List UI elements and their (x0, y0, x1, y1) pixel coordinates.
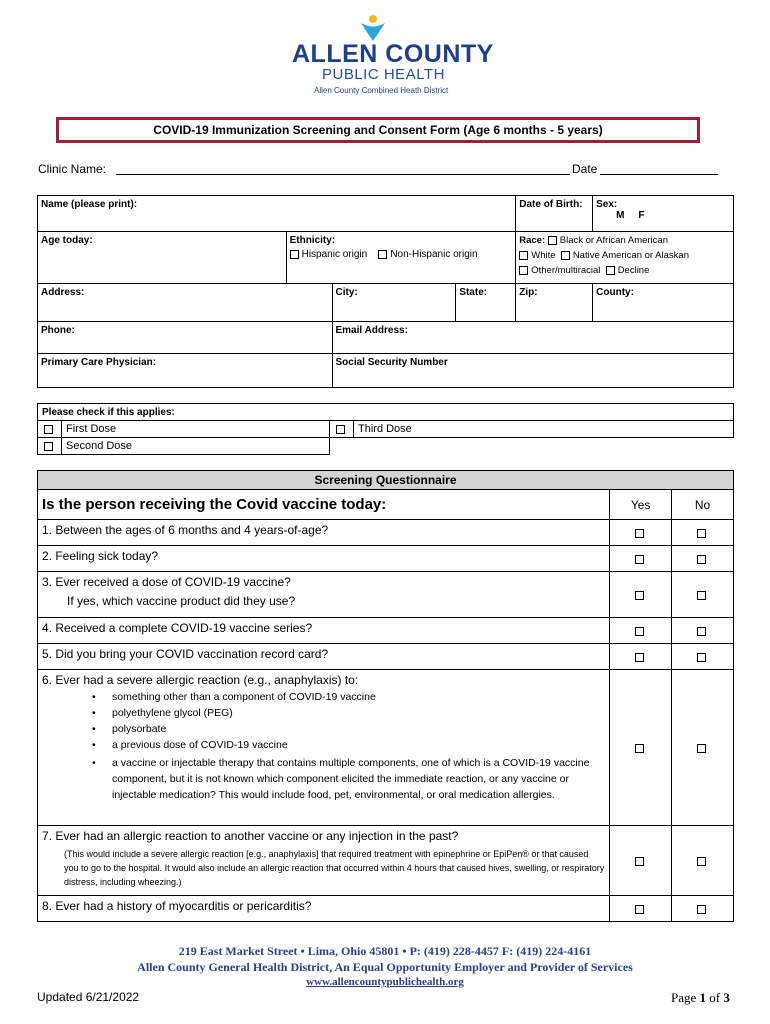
non-hispanic-checkbox[interactable] (378, 250, 387, 259)
q3-no-checkbox[interactable] (697, 591, 706, 600)
age-field[interactable]: Age today: (38, 232, 287, 284)
question-header: Is the person receiving the Covid vaccine today: (38, 490, 610, 520)
list-item: • something other than a component of COVID-19 vaccine (112, 689, 605, 705)
updated-date: Updated 6/21/2022 (37, 990, 140, 1004)
first-dose-label: First Dose (62, 421, 330, 438)
sex-f[interactable]: F (638, 210, 645, 221)
q7-no-checkbox[interactable] (697, 857, 706, 866)
clinic-name-field[interactable] (116, 174, 570, 175)
q1: 1. Between the ages of 6 months and 4 years-of-age? (38, 520, 610, 546)
date-field[interactable] (600, 174, 718, 175)
q2: 2. Feeling sick today? (38, 546, 610, 572)
q2-yes-checkbox[interactable] (635, 555, 644, 564)
race-white-checkbox[interactable] (519, 251, 528, 260)
list-item: • polysorbate (112, 721, 605, 737)
q6-no-checkbox[interactable] (697, 744, 706, 753)
q6-yes-checkbox[interactable] (635, 744, 644, 753)
q3: 3. Ever received a dose of COVID-19 vaccine? If yes, which vaccine product did they use? (38, 572, 610, 618)
no-header: No (672, 490, 734, 520)
q5: 5. Did you bring your COVID vaccination record card? (38, 644, 610, 670)
q6-list (112, 689, 605, 803)
race-black-checkbox[interactable] (548, 236, 557, 245)
zip-field[interactable]: Zip: (516, 284, 593, 322)
q7: 7. Ever had an allergic reaction to another vaccine or any injection in the past? (This would include a severe allergic reaction [e.g., anaphylaxis] that required treatment with epinephrine or EpiPen® or that caused you to go to the hospital. It would also include an allergic reaction that occurred within 4 hours that caused hives, swelling, or respiratory distress, including wheezing.) (38, 826, 610, 896)
third-dose-checkbox[interactable] (336, 425, 345, 434)
screening-table (37, 470, 734, 922)
q4-yes-checkbox[interactable] (635, 627, 644, 636)
footer-address: 219 East Market Street • Lima, Ohio 45801 • P: (419) 228-4457 F: (419) 224-4161 (178, 944, 592, 958)
sex-field[interactable]: Sex: M F (593, 196, 734, 232)
third-dose-label: Third Dose (354, 421, 734, 438)
email-field[interactable]: Email Address: (332, 322, 734, 354)
sex-m[interactable]: M (616, 210, 625, 221)
date-label: Date (572, 162, 598, 176)
second-dose-checkbox[interactable] (44, 442, 53, 451)
q8: 8. Ever had a history of myocarditis or pericarditis? (38, 896, 610, 922)
org-district: Allen County Combined Heath District (314, 86, 449, 95)
physician-field[interactable]: Primary Care Physician: (38, 354, 333, 388)
hispanic-checkbox[interactable] (290, 250, 299, 259)
ethnicity-field: Ethnicity: Hispanic origin Non-Hispanic origin (286, 232, 516, 284)
first-dose-checkbox[interactable] (44, 425, 53, 434)
second-dose-label: Second Dose (62, 438, 330, 455)
q4: 4. Received a complete COVID-19 vaccine series? (38, 618, 610, 644)
name-field[interactable]: Name (please print): (38, 196, 516, 232)
demographics-table (37, 195, 734, 388)
race-native-checkbox[interactable] (561, 251, 570, 260)
q5-yes-checkbox[interactable] (635, 653, 644, 662)
ssn-field[interactable]: Social Security Number (332, 354, 734, 388)
org-subtitle: PUBLIC HEALTH (322, 66, 445, 83)
q5-no-checkbox[interactable] (697, 653, 706, 662)
dob-field[interactable]: Date of Birth: (516, 196, 593, 232)
list-item: • a previous dose of COVID-19 vaccine (112, 737, 605, 753)
county-field[interactable]: County: (593, 284, 734, 322)
clinic-name-label: Clinic Name: (38, 162, 107, 176)
list-item: • a vaccine or injectable therapy that contains multiple components, one of which is a COVID-19 vaccine component, but it is not known which component elicited the immediate reaction, or any vaccine or injectable medication? This would include food, pet, environmental, or oral medication allergies. (112, 755, 605, 803)
q8-yes-checkbox[interactable] (635, 905, 644, 914)
state-field[interactable]: State: (456, 284, 516, 322)
q7-yes-checkbox[interactable] (635, 857, 644, 866)
form-title: COVID-19 Immunization Screening and Consent Form (Age 6 months - 5 years) (56, 117, 700, 143)
address-field[interactable]: Address: (38, 284, 333, 322)
q3-followup: If yes, which vaccine product did they use? (67, 594, 296, 608)
phone-field[interactable]: Phone: (38, 322, 333, 354)
q8-no-checkbox[interactable] (697, 905, 706, 914)
org-title: ALLEN COUNTY (292, 40, 494, 68)
yes-header: Yes (610, 490, 672, 520)
footer-tagline: Allen County General Health District, An Equal Opportunity Employer and Provider of Services (137, 960, 633, 974)
q6: 6. Ever had a severe allergic reaction (e.g., anaphylaxis) to: • something other than a component of COVID-19 vaccine • polyethylene glycol (PEG) • polysorbate • a previous dose of COVID-19 vaccine • a vaccine or injectable therapy that contains multiple components, one of which is a COVID-19 vaccine component, but it is not known which component elicited the immediate reaction, or any vaccine or injectable medication? This would include food, pet, environmental, or oral medication allergies. (38, 670, 610, 826)
footer-url[interactable]: www.allencountypublichealth.org (306, 976, 464, 988)
dose-table (37, 403, 734, 455)
q2-no-checkbox[interactable] (697, 555, 706, 564)
q1-no-checkbox[interactable] (697, 529, 706, 538)
org-logo-icon (358, 14, 388, 42)
q4-no-checkbox[interactable] (697, 627, 706, 636)
city-field[interactable]: City: (332, 284, 456, 322)
list-item: • polyethylene glycol (PEG) (112, 705, 605, 721)
q1-yes-checkbox[interactable] (635, 529, 644, 538)
dose-label: Please check if this applies: (38, 404, 734, 421)
q3-yes-checkbox[interactable] (635, 591, 644, 600)
race-decline-checkbox[interactable] (606, 266, 615, 275)
race-other-checkbox[interactable] (519, 266, 528, 275)
race-field: Race: Black or African American White Native American or Alaskan Other/multiracial Decline (516, 232, 734, 284)
q7-note: (This would include a severe allergic reaction [e.g., anaphylaxis] that required treatment with epinephrine or EpiPen® or that caused you to go to the hospital. It would also include an allergic reaction that occurred within 4 hours that caused hives, swelling, or respiratory distress, including wheezing.) (64, 849, 605, 887)
screening-title: Screening Questionnaire (38, 471, 734, 490)
page-number: Page 1 of 3 (671, 990, 730, 1005)
